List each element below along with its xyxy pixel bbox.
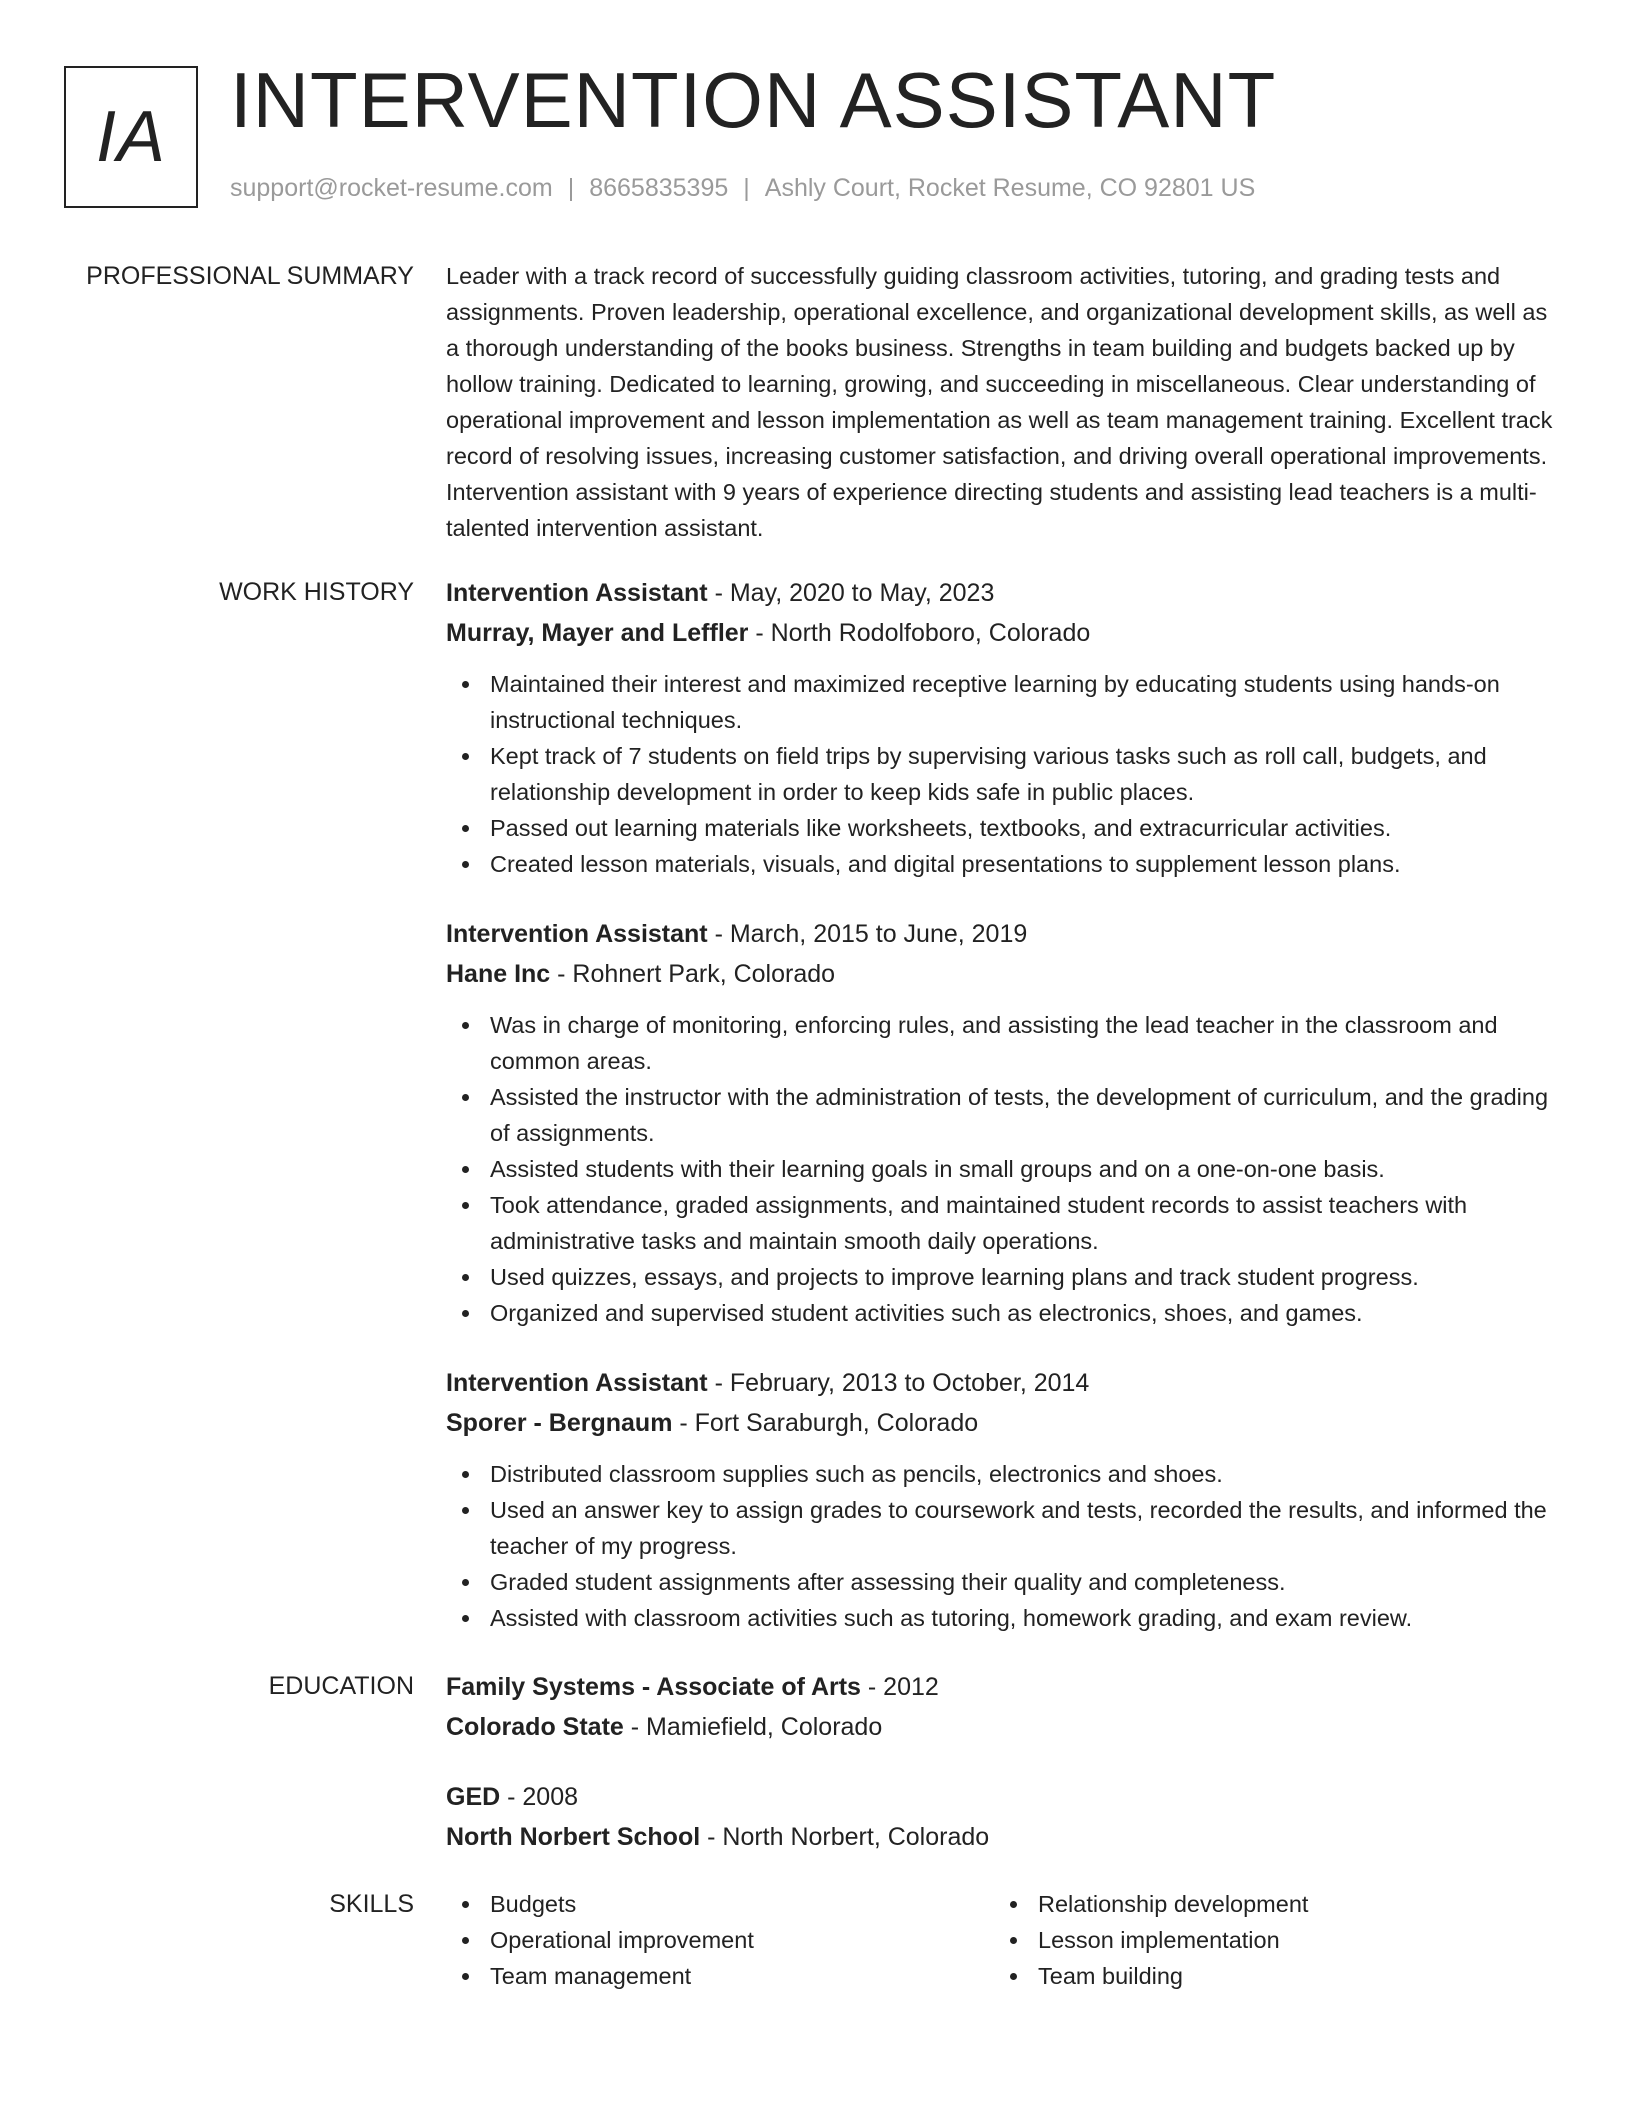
list-item: Used an answer key to assign grades to coursework and tests, recorded the results, and informed the teacher of my progress. — [446, 1492, 1561, 1564]
skill-item: Team management — [446, 1958, 994, 1994]
section-label-education: EDUCATION — [268, 1672, 414, 1700]
list-item: Assisted with classroom activities such as tutoring, homework grading, and exam review. — [446, 1600, 1561, 1636]
list-item: Graded student assignments after assessing their quality and completeness. — [446, 1564, 1561, 1600]
education-location: - Mamiefield, Colorado — [623, 1712, 883, 1741]
contact-line — [230, 174, 1255, 203]
work-body — [446, 574, 1561, 1669]
job-company-line — [446, 1404, 1561, 1444]
skill-item: Relationship development — [994, 1886, 1542, 1922]
job-title-line — [446, 915, 1561, 955]
summary-body — [446, 258, 1561, 546]
job-location: - North Rodolfoboro, Colorado — [748, 618, 1091, 647]
education-location: - North Norbert, Colorado — [700, 1822, 990, 1851]
job-dates: - May, 2020 to May, 2023 — [707, 579, 995, 607]
job-entry — [446, 574, 1561, 882]
list-item: Maintained their interest and maximized receptive learning by educating students using hands-on instructional techniques. — [446, 666, 1561, 738]
contact-address: Ashly Court, Rocket Resume, CO 92801 US — [764, 174, 1256, 202]
job-location: - Fort Saraburgh, Colorado — [672, 1408, 979, 1437]
job-title-line — [446, 1364, 1561, 1404]
education-school-line — [446, 1818, 1561, 1858]
job-company-line — [446, 614, 1561, 654]
job-dates: - February, 2013 to October, 2014 — [707, 1369, 1090, 1397]
job-entry — [446, 1364, 1561, 1636]
job-title: Intervention Assistant — [446, 1369, 708, 1397]
skills-grid — [446, 1886, 1561, 1994]
job-company: Sporer - Bergnaum — [446, 1408, 673, 1437]
section-label-summary: PROFESSIONAL SUMMARY — [86, 262, 414, 290]
list-item: Passed out learning materials like worksheets, textbooks, and extracurricular activities. — [446, 810, 1561, 846]
job-dates: - March, 2015 to June, 2019 — [707, 920, 1028, 948]
list-item: Created lesson materials, visuals, and digital presentations to supplement lesson plans. — [446, 846, 1561, 882]
monogram-box — [64, 66, 198, 208]
education-year: - 2008 — [500, 1783, 579, 1811]
summary-text: Leader with a track record of successfully guiding classroom activities, tutoring, and grading tests and assignments. Proven leadership, operational excellence, and organizational development skills, as well as a thorough understanding of the books business. Strengths in team building and budgets backed up by hollow training. Dedicated to learning, growing, and succeeding in miscellaneous. Clear understanding of operational improvement and lesson implementation as well as team management training. Excellent track record of resolving issues, increasing customer satisfaction, and driving overall operational improvements. Intervention assistant with 9 years of experience directing students and assisting lead teachers is a multi-talented intervention assistant. — [446, 263, 1553, 541]
education-degree-line — [446, 1778, 1561, 1818]
education-entry — [446, 1778, 1561, 1857]
education-body — [446, 1668, 1561, 1888]
list-item: Was in charge of monitoring, enforcing rules, and assisting the lead teacher in the classroom and common areas. — [446, 1007, 1561, 1079]
job-bullets — [446, 666, 1561, 882]
education-school: North Norbert School — [446, 1822, 701, 1851]
education-school: Colorado State — [446, 1712, 624, 1741]
skill-item: Budgets — [446, 1886, 994, 1922]
education-school-line — [446, 1708, 1561, 1748]
list-item: Assisted the instructor with the administration of tests, the development of curriculum, and the grading of assignments. — [446, 1079, 1561, 1151]
list-item: Distributed classroom supplies such as pencils, electronics and shoes. — [446, 1456, 1561, 1492]
job-title: Intervention Assistant — [446, 579, 708, 607]
contact-separator: | — [567, 174, 575, 202]
education-degree-line — [446, 1668, 1561, 1708]
skill-item: Lesson implementation — [994, 1922, 1542, 1958]
skills-body — [446, 1886, 1561, 1994]
skills-column-right — [994, 1886, 1542, 1994]
contact-phone: 8665835395 — [589, 174, 729, 202]
job-company: Hane Inc — [446, 959, 551, 988]
candidate-name: INTERVENTION ASSISTANT — [230, 56, 1277, 144]
contact-email: support@rocket-resume.com — [230, 174, 553, 202]
education-degree: Family Systems - Associate of Arts — [446, 1673, 861, 1701]
contact-separator: | — [743, 174, 750, 202]
job-location: - Rohnert Park, Colorado — [550, 959, 836, 988]
skills-column-left — [446, 1886, 994, 1994]
job-entry — [446, 915, 1561, 1331]
section-label-skills: SKILLS — [329, 1890, 414, 1918]
education-entry — [446, 1668, 1561, 1747]
list-item: Kept track of 7 students on field trips by supervising various tasks such as roll call, budgets, and relationship development in order to keep kids safe in public places. — [446, 738, 1561, 810]
monogram-initials: IA — [95, 97, 167, 177]
section-label-work: WORK HISTORY — [219, 578, 414, 606]
job-bullets — [446, 1456, 1561, 1636]
job-bullets — [446, 1007, 1561, 1331]
job-company-line — [446, 955, 1561, 995]
list-item: Used quizzes, essays, and projects to improve learning plans and track student progress. — [446, 1259, 1561, 1295]
job-company: Murray, Mayer and Leffler — [446, 618, 749, 647]
skill-item: Team building — [994, 1958, 1542, 1994]
skill-item: Operational improvement — [446, 1922, 994, 1958]
education-year: - 2012 — [860, 1673, 939, 1701]
education-degree: GED — [446, 1783, 501, 1811]
job-title-line — [446, 574, 1561, 614]
list-item: Assisted students with their learning goals in small groups and on a one-on-one basis. — [446, 1151, 1561, 1187]
list-item: Took attendance, graded assignments, and maintained student records to assist teachers with administrative tasks and maintain smooth daily operations. — [446, 1187, 1561, 1259]
job-title: Intervention Assistant — [446, 920, 708, 948]
list-item: Organized and supervised student activities such as electronics, shoes, and games. — [446, 1295, 1561, 1331]
